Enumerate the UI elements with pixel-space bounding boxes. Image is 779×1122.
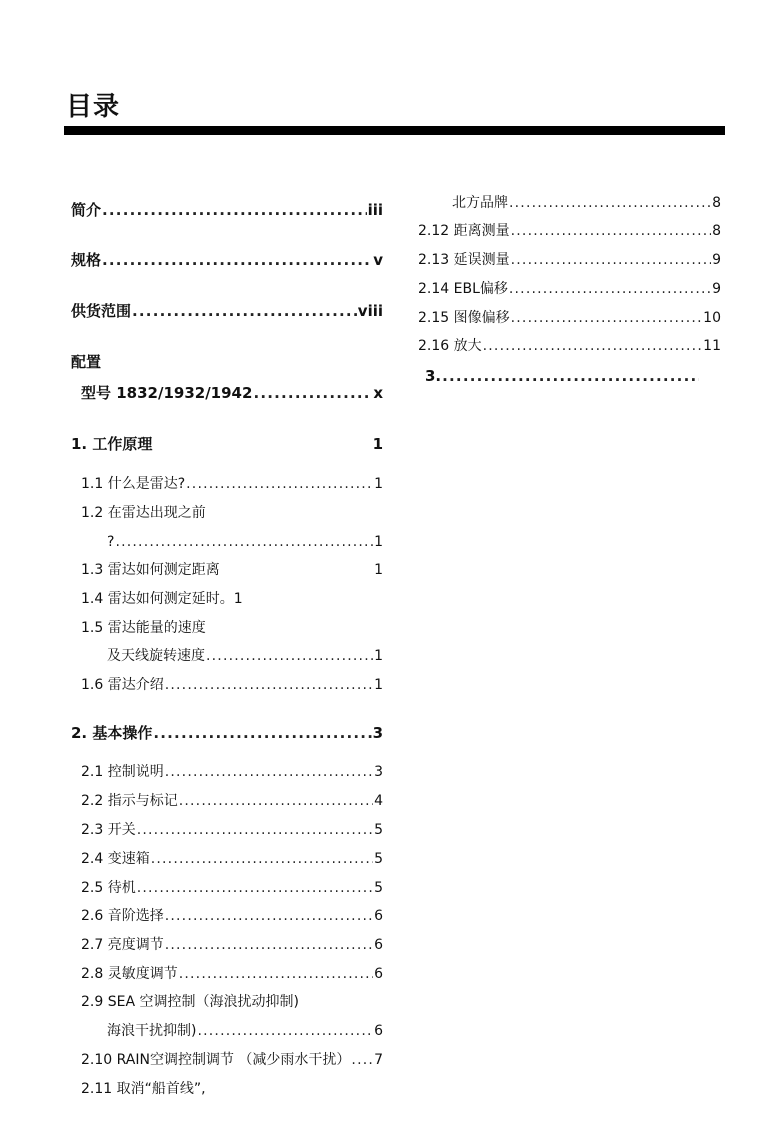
- dot-leader: [509, 194, 711, 212]
- toc-entry[interactable]: [71, 1051, 383, 1069]
- toc-entry-page: 8: [712, 195, 721, 211]
- toc-entry-label: 2.13 延误测量: [418, 252, 510, 268]
- toc-entry-label: 型号 1832/1932/1942: [81, 384, 253, 402]
- toc-entry-label: 2.9 SEA 空调控制（海浪扰动抑制): [81, 994, 299, 1010]
- toc-entry-label: ?: [107, 534, 115, 550]
- dot-leader: [509, 280, 711, 298]
- toc-entry[interactable]: [71, 384, 383, 402]
- toc-entry-label: 1.2 在雷达出现之前: [81, 505, 206, 521]
- dot-leader: [165, 907, 373, 925]
- toc-entry-page: 8: [712, 223, 721, 239]
- toc-entry-label: 2.2 指示与标记: [81, 793, 178, 809]
- toc-entry[interactable]: [418, 367, 721, 385]
- toc-entry-label: 1.4 雷达如何测定延时。1: [81, 591, 243, 607]
- dot-leader: [197, 1022, 373, 1040]
- toc-entry-page: 1: [374, 648, 383, 664]
- toc-entry-label: 2.15 图像偏移: [418, 310, 510, 326]
- toc-entry-label: 3.: [425, 367, 442, 385]
- toc-entry-label: 2.16 放大: [418, 338, 482, 354]
- toc-entry-label: 简介: [71, 201, 102, 219]
- toc-entry[interactable]: [71, 475, 383, 493]
- toc-entry[interactable]: [418, 251, 721, 269]
- dot-leader: [442, 367, 699, 385]
- toc-entry[interactable]: [71, 201, 383, 219]
- toc-entry-page: 9: [712, 252, 721, 268]
- toc-entry[interactable]: [71, 676, 383, 694]
- toc-entry[interactable]: [71, 850, 383, 868]
- toc-entry-page: 1: [374, 534, 383, 550]
- toc-entry[interactable]: [71, 647, 383, 665]
- toc-entry[interactable]: [418, 222, 721, 240]
- toc-entry[interactable]: [71, 993, 383, 1011]
- dot-leader: [115, 533, 373, 551]
- toc-entry[interactable]: [71, 251, 383, 269]
- toc-entry[interactable]: [418, 309, 721, 327]
- toc-entry-label: 2.1 控制说明: [81, 764, 164, 780]
- dot-leader: [511, 309, 703, 327]
- toc-entry-label: 配置: [71, 353, 102, 371]
- toc-entry-page: 11: [703, 338, 721, 354]
- dot-leader: [511, 222, 711, 240]
- dot-leader: [102, 201, 367, 219]
- toc-entry-label: 2.14 EBL偏移: [418, 281, 508, 297]
- page-title: 目录: [66, 92, 121, 122]
- toc-entry[interactable]: [71, 1022, 383, 1040]
- toc-entry-page: 10: [703, 310, 721, 326]
- toc-entry[interactable]: [71, 1080, 383, 1098]
- toc-entry[interactable]: [71, 590, 383, 608]
- toc-entry[interactable]: [71, 302, 383, 320]
- toc-entry-page: 5: [374, 851, 383, 867]
- toc-entry-label: 北方品牌: [452, 195, 508, 211]
- toc-entry[interactable]: [71, 353, 383, 371]
- toc-entry-label: 1.1 什么是雷达?: [81, 476, 186, 492]
- title-rule: [64, 126, 725, 135]
- toc-entry[interactable]: [71, 965, 383, 983]
- toc-entry-label: 2.6 音阶选择: [81, 908, 164, 924]
- toc-entry[interactable]: [418, 194, 721, 212]
- toc-entry[interactable]: [71, 724, 383, 742]
- dot-leader: [186, 475, 373, 493]
- toc-entry-page: 1: [374, 562, 383, 578]
- dot-leader: [206, 647, 373, 665]
- toc-entry[interactable]: [71, 504, 383, 522]
- toc-entry[interactable]: [71, 907, 383, 925]
- toc-entry-page: viii: [357, 302, 383, 320]
- toc-entry-page: 7: [374, 1052, 383, 1068]
- toc-entry-page: 6: [374, 966, 383, 982]
- toc-entry-label: 供货范围: [71, 302, 132, 320]
- toc-entry-label: 2.10 RAIN空调控制调节 （减少雨水干扰）: [81, 1052, 351, 1068]
- toc-entry-page: 6: [374, 937, 383, 953]
- dot-leader: [179, 965, 373, 983]
- toc-entry-label: 2.8 灵敏度调节: [81, 966, 178, 982]
- dot-leader: [153, 724, 371, 742]
- dot-leader: [351, 1051, 373, 1069]
- toc-entry-label: 海浪干扰抑制): [107, 1023, 197, 1039]
- toc-entry[interactable]: [71, 792, 383, 810]
- toc-entry-page: v: [373, 251, 383, 269]
- toc-entry-label: 1.6 雷达介绍: [81, 677, 164, 693]
- toc-entry-page: 4: [374, 793, 383, 809]
- toc-entry-label: 2.3 开关: [81, 822, 136, 838]
- toc-entry[interactable]: [71, 879, 383, 897]
- dot-leader: [483, 337, 703, 355]
- dot-leader: [165, 936, 373, 954]
- dot-leader: [165, 676, 373, 694]
- toc-entry-page: x: [373, 384, 383, 402]
- dot-leader: [132, 302, 357, 320]
- dot-leader: [102, 251, 372, 269]
- toc-entry-label: 2.7 亮度调节: [81, 937, 164, 953]
- toc-entry-label: 2.11 取消“船首线”,: [81, 1081, 206, 1097]
- dot-leader: [137, 821, 373, 839]
- dot-leader: [511, 251, 711, 269]
- toc-entry-page: 1: [374, 677, 383, 693]
- dot-leader: [137, 879, 373, 897]
- toc-entry-page: 3: [372, 724, 383, 742]
- toc-entry-page: 6: [374, 1023, 383, 1039]
- toc-entry[interactable]: [418, 280, 721, 298]
- toc-entry-label: 2. 基本操作: [71, 724, 153, 742]
- toc-entry-label: 1.5 雷达能量的速度: [81, 620, 206, 636]
- toc-entry[interactable]: [71, 619, 383, 637]
- toc-entry[interactable]: [418, 337, 721, 355]
- toc-entry-page: 1: [372, 435, 383, 453]
- toc-entry[interactable]: [71, 533, 383, 551]
- toc-entry-label: 2.12 距离测量: [418, 223, 510, 239]
- toc-entry-page: 3: [374, 764, 383, 780]
- toc-entry-page: 5: [374, 880, 383, 896]
- toc-entry-label: 1.3 雷达如何测定距离: [81, 562, 220, 578]
- toc-entry-label: 1. 工作原理: [71, 435, 153, 453]
- toc-entry-page: 9: [712, 281, 721, 297]
- toc-entry-label: 2.4 变速箱: [81, 851, 150, 867]
- dot-leader: [165, 763, 373, 781]
- toc-entry[interactable]: [71, 561, 383, 579]
- toc-entry-page: 6: [374, 908, 383, 924]
- toc-entry-page: iii: [367, 201, 383, 219]
- toc-entry[interactable]: [71, 763, 383, 781]
- toc-entry-page: 1: [374, 476, 383, 492]
- dot-leader: [151, 850, 373, 868]
- toc-entry[interactable]: [71, 821, 383, 839]
- dot-leader: [179, 792, 373, 810]
- toc-entry[interactable]: [71, 936, 383, 954]
- dot-leader: [253, 384, 372, 402]
- toc-entry-label: 规格: [71, 251, 102, 269]
- toc-entry[interactable]: [71, 435, 383, 453]
- toc-entry-label: 2.5 待机: [81, 880, 136, 896]
- toc-entry-page: 5: [374, 822, 383, 838]
- toc-entry-label: 及天线旋转速度: [107, 648, 205, 664]
